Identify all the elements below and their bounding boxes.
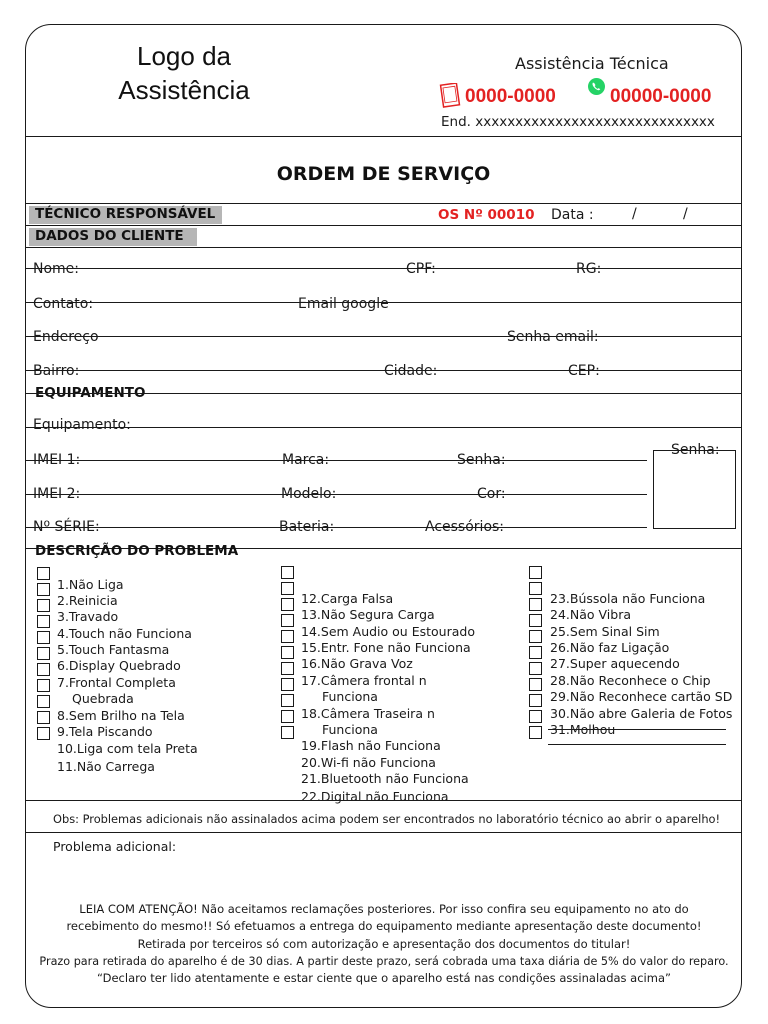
problem-checkbox[interactable] bbox=[529, 678, 542, 691]
blank-line bbox=[548, 729, 726, 730]
senha-label: Senha: bbox=[457, 452, 506, 468]
problem-checkbox[interactable] bbox=[281, 710, 294, 723]
problem-item: 8.Sem Brilho na Tela bbox=[57, 708, 185, 723]
problem-checkbox[interactable] bbox=[281, 566, 294, 579]
divider bbox=[25, 832, 742, 833]
serie-line bbox=[25, 527, 647, 528]
obs-note: Obs: Problemas adicionais não assinalados acima podem ser encontrados no laboratório técnico ao abrir o aparelho! bbox=[53, 812, 721, 826]
problem-checkbox[interactable] bbox=[37, 583, 50, 596]
problem-checkbox[interactable] bbox=[529, 582, 542, 595]
problem-item: 20.Wi-fi não Funciona bbox=[301, 755, 436, 770]
problem-item: 13.Não Segura Carga bbox=[301, 607, 435, 622]
email-google-label: Email google bbox=[298, 296, 389, 312]
cidade-label: Cidade: bbox=[384, 363, 438, 379]
problema-section-label: DESCRIÇÃO DO PROBLEMA bbox=[35, 543, 239, 559]
problem-item: 29.Não Reconhece cartão SD bbox=[550, 689, 733, 704]
date-label: Data : bbox=[551, 207, 594, 223]
company-title: Assistência Técnica bbox=[515, 54, 669, 73]
problem-checkbox[interactable] bbox=[529, 646, 542, 659]
problem-checkbox[interactable] bbox=[281, 598, 294, 611]
divider bbox=[25, 136, 742, 137]
notice-line: Prazo para retirada do aparelho é de 30 dias. A partir deste prazo, será cobrada uma taxa diária de 5% do valor do reparo. bbox=[39, 955, 729, 968]
problem-checkbox[interactable] bbox=[281, 630, 294, 643]
problem-item: 21.Bluetooth não Funciona bbox=[301, 771, 469, 786]
imei1-label: IMEI 1: bbox=[33, 452, 81, 468]
problem-item: 6.Display Quebrado bbox=[57, 658, 181, 673]
problem-checkbox[interactable] bbox=[37, 679, 50, 692]
problem-item: 25.Sem Sinal Sim bbox=[550, 624, 660, 639]
contato-label: Contato: bbox=[33, 296, 94, 312]
problem-checkbox[interactable] bbox=[37, 711, 50, 724]
problem-checkbox[interactable] bbox=[281, 662, 294, 675]
notice-line: “Declaro ter lido atentamente e estar ciente que o aparelho está nas condições assinaladas acima” bbox=[97, 971, 671, 985]
problem-item: 19.Flash não Funciona bbox=[301, 738, 441, 753]
imei1-line bbox=[25, 460, 647, 461]
problem-item: 26.Não faz Ligação bbox=[550, 640, 670, 655]
problem-item: 15.Entr. Fone não Funciona bbox=[301, 640, 471, 655]
problem-checkbox[interactable] bbox=[37, 695, 50, 708]
problem-item: 11.Não Carrega bbox=[57, 759, 155, 774]
nome-line bbox=[25, 268, 742, 269]
serie-label: Nº SÉRIE: bbox=[33, 519, 100, 535]
problem-checkbox[interactable] bbox=[281, 582, 294, 595]
date-separator: / bbox=[632, 206, 637, 222]
logo-placeholder bbox=[89, 39, 279, 107]
os-number: OS Nº 00010 bbox=[438, 207, 535, 223]
nome-label: Nome: bbox=[33, 261, 80, 277]
problem-checkbox[interactable] bbox=[37, 599, 50, 612]
problem-checkbox[interactable] bbox=[281, 678, 294, 691]
page-title: ORDEM DE SERVIÇO bbox=[276, 163, 491, 185]
senha-box-label: Senha: bbox=[671, 442, 720, 458]
problem-item: 3.Travado bbox=[57, 609, 119, 624]
endereco-line bbox=[25, 336, 742, 337]
problema-adicional-label: Problema adicional: bbox=[53, 839, 177, 854]
equipamento-line bbox=[25, 427, 742, 428]
problem-checkbox[interactable] bbox=[281, 726, 294, 739]
imei2-label: IMEI 2: bbox=[33, 486, 81, 502]
marca-label: Marca: bbox=[282, 452, 330, 468]
endereco-label: Endereço bbox=[33, 329, 99, 345]
problem-item: 28.Não Reconhece o Chip bbox=[550, 673, 711, 688]
problem-item: 4.Touch não Funciona bbox=[57, 626, 192, 641]
contato-line bbox=[25, 302, 742, 303]
cor-label: Cor: bbox=[477, 486, 506, 502]
problem-item: 9.Tela Piscando bbox=[57, 724, 153, 739]
equipamento-section-label: EQUIPAMENTO bbox=[35, 385, 146, 401]
problem-item: 18.Câmera Traseira n bbox=[301, 706, 435, 721]
rg-label: RG: bbox=[576, 261, 602, 277]
problem-checkbox[interactable] bbox=[529, 630, 542, 643]
problem-item: 12.Carga Falsa bbox=[301, 591, 394, 606]
phone-icon bbox=[439, 83, 461, 109]
divider bbox=[25, 247, 742, 248]
problem-checkbox[interactable] bbox=[37, 615, 50, 628]
problem-item: 17.Câmera frontal n bbox=[301, 673, 427, 688]
problem-item: 16.Não Grava Voz bbox=[301, 656, 413, 671]
problem-item: Funciona bbox=[322, 689, 378, 704]
problem-checkbox[interactable] bbox=[37, 631, 50, 644]
divider bbox=[25, 225, 742, 226]
problem-checkbox[interactable] bbox=[529, 614, 542, 627]
problem-checkbox[interactable] bbox=[529, 662, 542, 675]
problem-item: 24.Não Vibra bbox=[550, 607, 631, 622]
problem-checkbox[interactable] bbox=[37, 727, 50, 740]
problem-item: 14.Sem Audio ou Estourado bbox=[301, 624, 475, 639]
cep-label: CEP: bbox=[568, 363, 600, 379]
logo-line-2: Assistência bbox=[118, 75, 250, 105]
notice-line: LEIA COM ATENÇÃO! Não aceitamos reclamações posteriores. Por isso confira seu equipamento no ato do bbox=[79, 902, 689, 916]
problem-item: 2.Reinicia bbox=[57, 593, 118, 608]
blank-line bbox=[548, 744, 726, 745]
problem-item: 22.Digital não Funciona bbox=[301, 789, 449, 804]
whatsapp-number: 00000-0000 bbox=[610, 86, 712, 107]
modelo-label: Modelo: bbox=[281, 486, 337, 502]
cliente-section-label: DADOS DO CLIENTE bbox=[35, 228, 184, 244]
equipamento-label: Equipamento: bbox=[33, 417, 131, 433]
notice-line: recebimento do mesmo!! Só efetuamos a entrega do equipamento mediante apresentação deste documento! bbox=[66, 919, 702, 933]
address: End. xxxxxxxxxxxxxxxxxxxxxxxxxxxxxx bbox=[441, 114, 715, 130]
problem-checkbox[interactable] bbox=[529, 710, 542, 723]
problem-item: Quebrada bbox=[72, 691, 134, 706]
problem-item: 10.Liga com tela Preta bbox=[57, 741, 198, 756]
problem-item: 7.Frontal Completa bbox=[57, 675, 176, 690]
problem-checkbox[interactable] bbox=[37, 663, 50, 676]
logo-line-1: Logo da bbox=[137, 41, 231, 71]
notice-line: Retirada por terceiros só com autorização e apresentação dos documentos do titular! bbox=[137, 937, 631, 951]
divider bbox=[25, 393, 742, 394]
problem-checkbox[interactable] bbox=[37, 567, 50, 580]
bateria-label: Bateria: bbox=[279, 519, 335, 535]
problem-item: 31.Molhou bbox=[550, 722, 616, 737]
problem-checkbox[interactable] bbox=[281, 646, 294, 659]
problem-item: Funciona bbox=[322, 722, 378, 737]
phone-number: 0000-0000 bbox=[465, 86, 556, 107]
bairro-label: Bairro: bbox=[33, 363, 80, 379]
problem-item: 27.Super aquecendo bbox=[550, 656, 680, 671]
problem-checkbox[interactable] bbox=[281, 614, 294, 627]
cpf-label: CPF: bbox=[406, 261, 436, 277]
imei2-line bbox=[25, 494, 647, 495]
problem-item: 23.Bússola não Funciona bbox=[550, 591, 706, 606]
problem-checkbox[interactable] bbox=[529, 598, 542, 611]
problem-checkbox[interactable] bbox=[529, 694, 542, 707]
tecnico-label: TÉCNICO RESPONSÁVEL bbox=[35, 206, 216, 222]
problem-item: 30.Não abre Galeria de Fotos bbox=[550, 706, 733, 721]
divider bbox=[25, 203, 742, 204]
divider bbox=[25, 800, 742, 801]
bairro-line bbox=[25, 370, 742, 371]
date-separator: / bbox=[683, 206, 688, 222]
problem-checkbox[interactable] bbox=[529, 726, 542, 739]
problem-checkbox[interactable] bbox=[281, 694, 294, 707]
whatsapp-icon bbox=[587, 77, 606, 96]
problem-checkbox[interactable] bbox=[529, 566, 542, 579]
senha-box[interactable] bbox=[653, 450, 736, 529]
problem-item: 1.Não Liga bbox=[57, 577, 124, 592]
problem-item: 5.Touch Fantasma bbox=[57, 642, 170, 657]
senha-email-label: Senha email: bbox=[507, 329, 599, 345]
problem-checkbox[interactable] bbox=[37, 647, 50, 660]
acessorios-label: Acessórios: bbox=[425, 519, 505, 535]
